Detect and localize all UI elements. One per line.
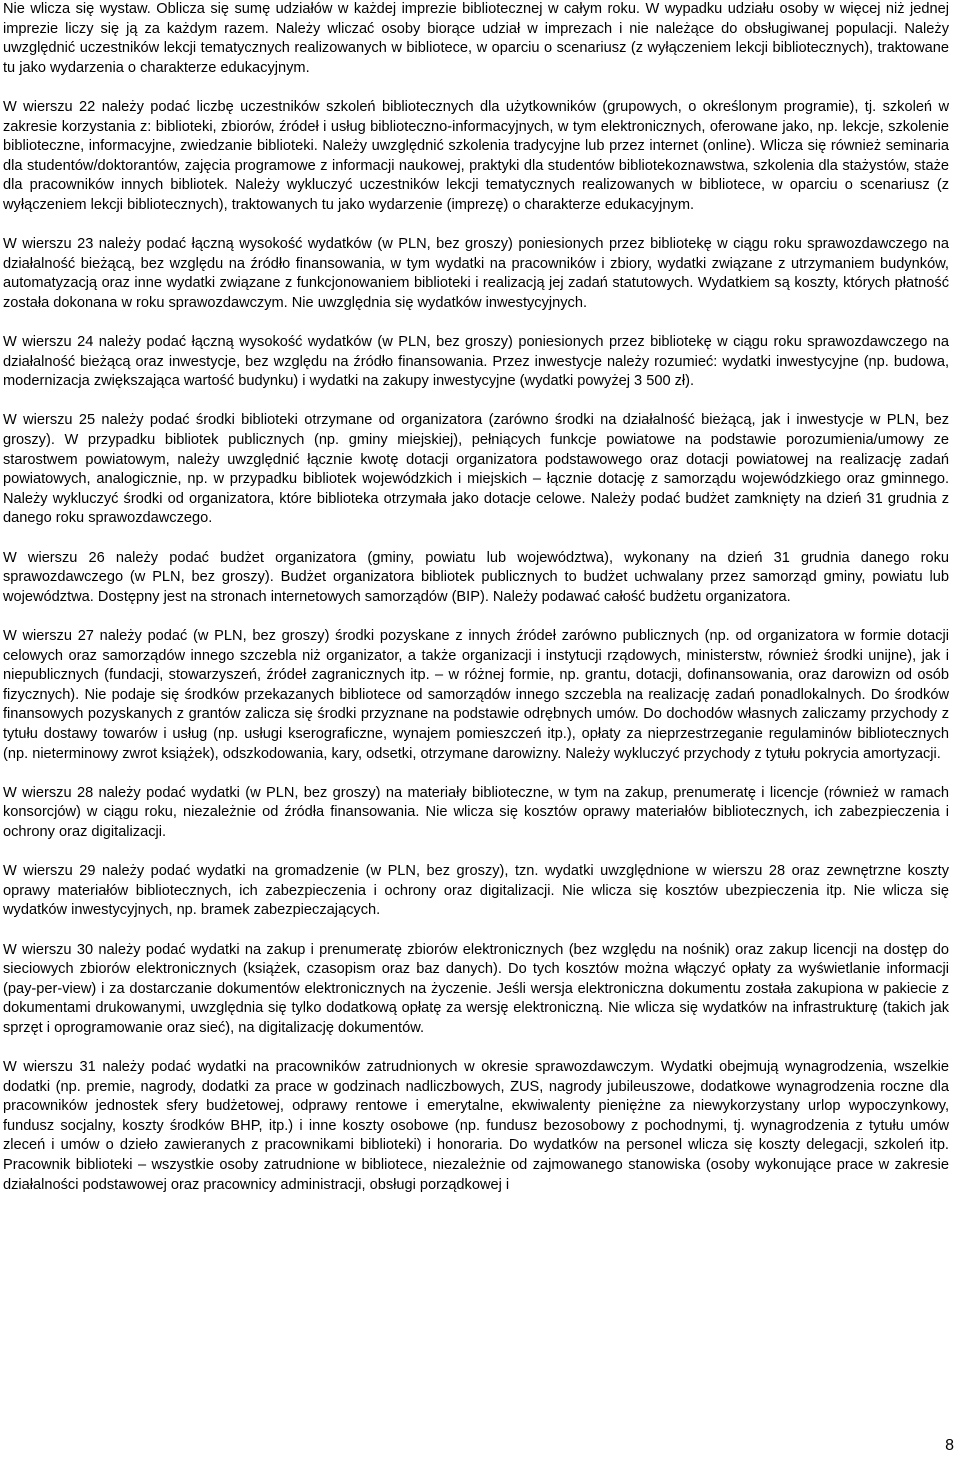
paragraph-row-23: W wierszu 23 należy podać łączną wysokość wydatków (w PLN, bez groszy) poniesionych przez bibliotekę w ciągu roku sprawozdawczego na działalność bieżącą, bez względu na źródło finansowania, w tym wydatki na pracowników i zbiory, wydatki związane z utrzymaniem budynków, automatyzacją oraz inne wydatki związane z funkcjonowaniem biblioteki i realizacją jej zadań statutowych. Wydatkiem są koszty, których płatność została dokonana w roku sprawozdawczym. Nie uwzględnia się wydatków inwestycyjnych. <box>3 236 949 311</box>
paragraph-spacer <box>3 843 949 863</box>
paragraph-spacer <box>3 1038 949 1058</box>
paragraph-row-26: W wierszu 26 należy podać budżet organizatora (gminy, powiatu lub województwa), wykonany na dzień 31 grudnia danego roku sprawozdawczego (w PLN, bez groszy). Budżet organizatora bibliotek publicznych to budżet uchwalany przez samorząd gminy, powiatu lub województwa. Dostępny jest na stronach internetowych samorządów (BIP). Należy podawać całość budżetu organizatora. <box>3 549 949 605</box>
paragraph-spacer <box>3 216 949 236</box>
paragraph-spacer <box>3 78 949 98</box>
paragraph-row-28: W wierszu 28 należy podać wydatki (w PLN, bez groszy) na materiały biblioteczne, w tym na zakup, prenumeratę i licencje (również w ramach konsorcjów) w ciągu roku, niezależnie od źródła finansowania. Nie wlicza się kosztów oprawy materiałów bibliotecznych, ich zabezpieczenia i ochrony oraz digitalizacji. <box>3 784 949 840</box>
paragraph-row-24: W wierszu 24 należy podać łączną wysokość wydatków (w PLN, bez groszy) poniesionych przez bibliotekę w ciągu roku sprawozdawczego na działalność bieżącą oraz inwestycje, bez względu na źródło finansowania. Przez inwestycje należy rozumieć: wydatki inwestycyjne (np. budowa, modernizacja zwiększająca wartość budynku) i wydatki na zakupy inwestycyjne (wydatki powyżej 3 500 zł). <box>3 334 949 390</box>
paragraph-spacer <box>3 764 949 784</box>
paragraph-exhibitions-note: Nie wlicza się wystaw. Oblicza się sumę udziałów w każdej imprezie bibliotecznej w całym roku. W wypadku udziału osoby w więcej niż jednej imprezie liczy się ją za każdym razem. Należy wliczać osoby biorące udział w imprezach i nie należące do obsługiwanej populacji. Należy uwzględnić uczestników lekcji tematycznych realizowanych w bibliotece, w oparciu o scenariusz (z wyłączeniem lekcji bibliotecznych), traktowane tu jako wydarzenia o charakterze edukacyjnym. <box>3 1 949 76</box>
paragraph-row-31: W wierszu 31 należy podać wydatki na pracowników zatrudnionych w okresie sprawozdawczym. Wydatki obejmują wynagrodzenia, wszelkie dodatki (np. premie, nagrody, dodatki za prace w godzinach nadliczbowych, ZUS, nagrody jubileuszowe, dodatkowe wynagrodzenia roczne dla pracowników jednostek sfery budżetowej, odprawy rentowe i emerytalne, ekwiwalenty pieniężne za niewykorzystany urlop wypoczynkowy, fundusz socjalny, koszty środków BHP, itp.) i inne koszty osobowe (np. fundusz bezosobowy z pochodnymi, tj. wynagrodzenia z tytułu umów zleceń i umów o dzieło zawieranych z pracownikami biblioteki) i honoraria. Do wydatków na personel wlicza się koszty delegacji, szkoleń itp. Pracownik biblioteki – wszystkie osoby zatrudnione w bibliotece, niezależnie od zajmowanego stanowiska (osoby wykonujące prace w zakresie działalności podstawowej oraz pracownicy administracji, obsługi porządkowej i <box>3 1059 949 1193</box>
document-page <box>3 0 949 1195</box>
page-number: 8 <box>945 1437 954 1454</box>
paragraph-spacer <box>3 392 949 412</box>
paragraph-row-27: W wierszu 27 należy podać (w PLN, bez groszy) środki pozyskane z innych źródeł zarówno publicznych (np. od organizatora w formie dotacji celowych oraz samorządów innego szczebla niż organizator, a także organizacji i instytucji rządowych, ministerstw, również środki unijne), jak i niepublicznych (fundacji, stowarzyszeń, źródeł zagranicznych itp. – w różnej formie, np. grantu, dotacji, dofinansowania, oraz darowizn od osób fizycznych). Nie podaje się środków przekazanych bibliotece od samorządów innego szczebla na realizację zadań ponadlokalnych. Do środków finansowych pozyskanych z grantów zalicza się środki przyznane na podstawie odrębnych umów. Do dochodów własnych zaliczamy przychody z tytułu dostawy towarów i usług (np. usługi kserograficzne, wynajem pomieszczeń itp.), opłaty za nieprzestrzeganie regulaminów bibliotecznych (np. nieterminowy zwrot książek), odszkodowania, kary, odsetki, otrzymane darowizny. Należy wykluczyć przychody z tytułu pokrycia amortyzacji. <box>3 628 949 762</box>
paragraph-row-30: W wierszu 30 należy podać wydatki na zakup i prenumeratę zbiorów elektronicznych (bez względu na nośnik) oraz zakup licencji na dostęp do sieciowych zbiorów elektronicznych (książek, czasopism oraz baz danych). Do tych kosztów można włączyć opłaty za wyświetlanie informacji (pay-per-view) i za dostarczanie dokumentów elektronicznych na życzenie. Jeśli wersja elektroniczna dokumentu została zakupiona w pakiecie z dokumentami drukowanymi, uwzględnia się tylko dodatkową opłatę za wersję elektroniczną. Nie wlicza się wydatków na infrastrukturę (takich jak sprzęt i oprogramowanie oraz sieć), na digitalizację dokumentów. <box>3 941 949 1036</box>
paragraph-spacer <box>3 607 949 627</box>
paragraph-row-29: W wierszu 29 należy podać wydatki na gromadzenie (w PLN, bez groszy), tzn. wydatki uwzględnione w wierszu 28 oraz zewnętrzne koszty oprawy materiałów bibliotecznych, ich zabezpieczenia i ochrony oraz digitalizacji. Nie wlicza się kosztów ubezpieczenia itp. Nie wlicza się wydatków inwestycyjnych, np. bramek zabezpieczających. <box>3 863 949 919</box>
paragraph-row-25: W wierszu 25 należy podać środki biblioteki otrzymane od organizatora (zarówno środki na działalność bieżącą, jak i inwestycje w PLN, bez groszy). W przypadku bibliotek publicznych (np. gminy miejskiej), pełniących funkcje powiatowe na podstawie porozumienia/umowy ze starostwem powiatowym, należy uwzględnić łącznie kwotę dotacji organizatora podstawowego oraz dotacji powiatowej na realizację zadań powiatowych, analogicznie, np. w przypadku bibliotek wojewódzkich i miejskich – łącznie dotację z samorządu wojewódzkiego oraz gminnego. Należy wykluczyć środki od organizatora, które biblioteka otrzymała jako dotacje celowe. Należy podać budżet zamknięty na dzień 31 grudnia z danego roku sprawozdawczego. <box>3 412 949 527</box>
paragraph-spacer <box>3 314 949 334</box>
paragraph-row-22: W wierszu 22 należy podać liczbę uczestników szkoleń bibliotecznych dla użytkowników (grupowych, o określonym programie), tj. szkoleń w zakresie korzystania z: biblioteki, zbiorów, źródeł i usług biblioteczno-informacyjnych, w tym elektronicznych, oferowane jako, np. lekcje, szkolenie biblioteczne, informacyjne, zwiedzanie biblioteki. Należy uwzględnić szkolenia tradycyjne lub przez internet (online). Wlicza się również seminaria dla studentów/doktorantów, zajęcia programowe z informacji naukowej, praktyki dla studentów bibliotekoznawstwa, szkolenia dla stażystów, staże dla pracowników innych bibliotek. Należy wykluczyć uczestników lekcji tematycznych realizowanych w bibliotece, w oparciu o scenariusz (z wyłączeniem lekcji bibliotecznych), traktowanych tu jako wydarzenie (imprezę) o charakterze edukacyjnym. <box>3 98 949 213</box>
paragraph-spacer <box>3 921 949 941</box>
paragraph-spacer <box>3 529 949 549</box>
